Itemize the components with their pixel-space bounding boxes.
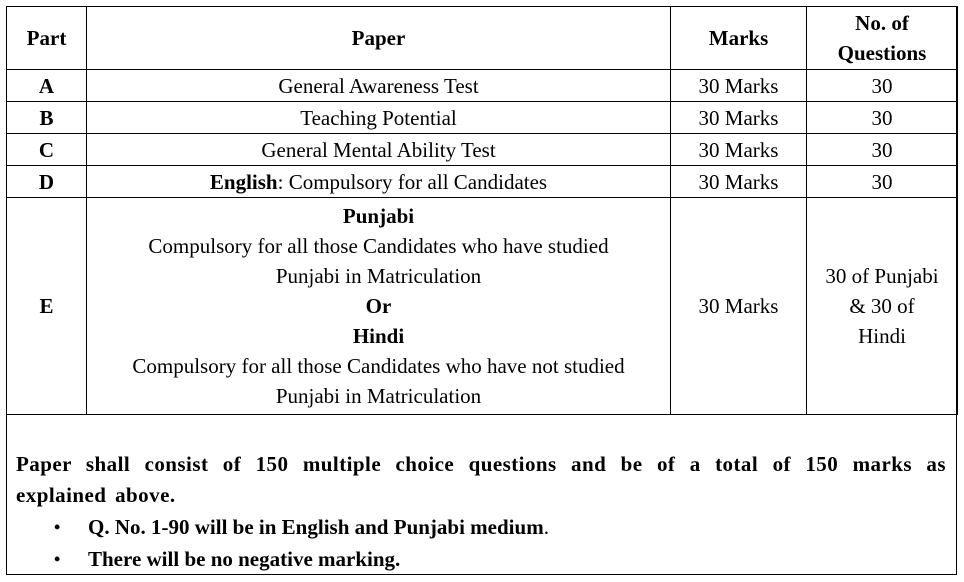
list-item-text: There will be no negative marking. [88,547,401,571]
row-marks: 30 Marks [671,102,807,134]
row-part: E [7,198,87,415]
row-questions [807,198,958,415]
option-punjabi-line2: Punjabi in Matriculation [275,264,482,288]
exam-pattern-table [6,6,958,415]
row-marks: 30 Marks [671,134,807,166]
notes-list [16,511,946,575]
header-paper: Paper [87,7,671,70]
row-paper [87,166,671,198]
option-hindi-line2: Punjabi in Matriculation [275,384,482,408]
option-hindi-title: Hindi [352,324,405,348]
row-marks: 30 Marks [671,166,807,198]
option-punjabi-title: Punjabi [342,204,415,228]
table-row [7,102,958,134]
notes-section [16,449,946,575]
row-questions: 30 [807,102,958,134]
option-hindi-line1: Compulsory for all those Candidates who have not studied [132,354,625,378]
questions-line2: & 30 of [849,294,915,318]
row-part: A [7,70,87,102]
option-punjabi-line1: Compulsory for all those Candidates who have studied [148,234,609,258]
bullet-icon: • [54,517,61,537]
row-paper-subject: English [209,169,278,194]
row-questions: 30 [807,166,958,198]
questions-line3: Hindi [858,324,906,348]
table-header-row [7,7,958,70]
row-questions: 30 [807,70,958,102]
row-paper: General Mental Ability Test [87,134,671,166]
row-marks: 30 Marks [671,70,807,102]
row-marks: 30 Marks [671,198,807,415]
bullet-icon: • [54,549,61,569]
row-questions: 30 [807,134,958,166]
row-paper: Teaching Potential [87,102,671,134]
list-item [16,543,946,575]
table-row [7,70,958,102]
list-item-trail: . [543,515,549,539]
header-questions-line2: Questions [837,41,927,65]
row-part: D [7,166,87,198]
list-item [16,511,946,543]
table-row [7,134,958,166]
row-paper: General Awareness Test [87,70,671,102]
table-row-language [7,198,958,415]
header-part: Part [7,7,87,70]
header-questions-line1: No. of [855,11,909,35]
row-part: B [7,102,87,134]
row-paper-note: : Compulsory for all Candidates [277,169,548,194]
header-questions [807,7,958,70]
header-marks: Marks [671,7,807,70]
row-part: C [7,134,87,166]
row-paper-language [87,198,671,415]
questions-line1: 30 of Punjabi [825,264,939,288]
list-item-text: Q. No. 1-90 will be in English and Punjabi medium [88,515,544,539]
table-row [7,166,958,198]
notes-summary: Paper shall consist of 150 multiple choice questions and be of a total of 150 marks as explained above. [16,452,946,507]
option-or: Or [365,294,392,318]
